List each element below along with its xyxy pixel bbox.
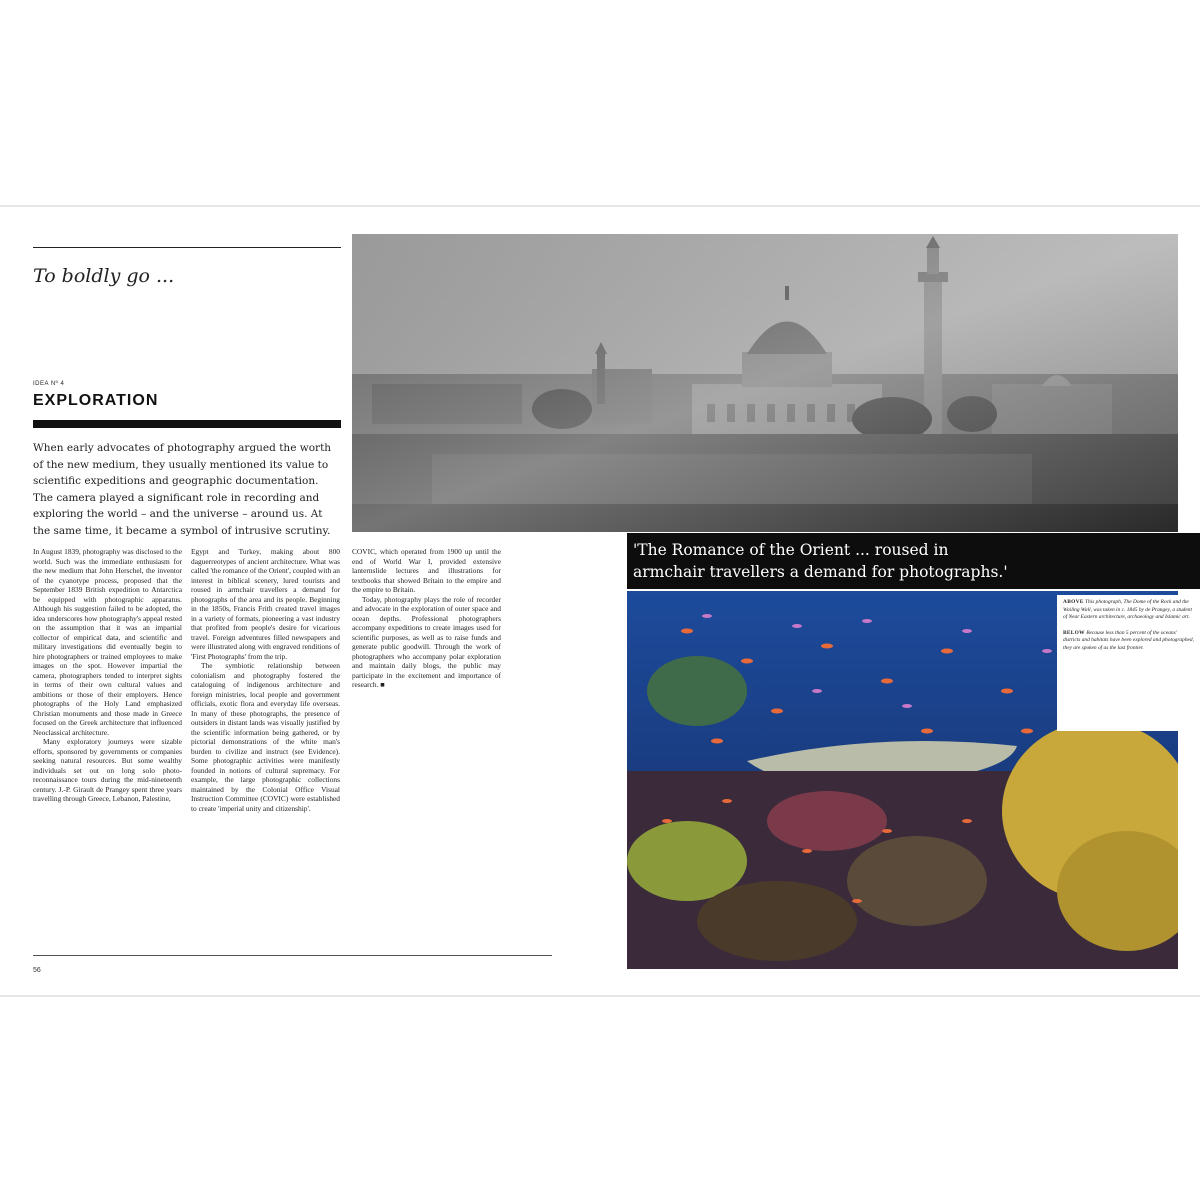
- body-column-2: [191, 547, 340, 813]
- dome-of-the-rock-photo: [352, 234, 1178, 532]
- top-rule: [33, 247, 341, 248]
- kicker: To boldly go ...: [33, 265, 175, 287]
- body-paragraph: Today, photography plays the role of recorder and advocate in the exploration of outer space and ocean depths. Professional photographers accompany expeditions to create images used for scientific purposes, as well as to raise funds and generate public goodwill. Through the work of photographers who accompany polar exploration and maintain daily blogs, the public may participate in the excitement and importance of research. ■: [352, 594, 501, 689]
- caption-below-label: BELOW: [1063, 629, 1085, 636]
- caption-above: [1063, 599, 1194, 622]
- body-paragraph: COVIC, which operated from 1900 up until the end of World War I, provided extensive lanternslide lectures and illustrations for textbooks that showed Britain to the empire and the empire to Britain.: [352, 547, 501, 594]
- page-number: 56: [33, 967, 41, 974]
- caption-above-text: This photograph, The Dome of the Rock and the Wailing Wall, was taken in c. 1845 by de Prangey, a student of Near Eastern architecture, archaeology and Islamic art.: [1063, 599, 1192, 621]
- idea-label: IDEA Nº 4: [33, 381, 65, 387]
- bottom-rule: [33, 955, 552, 956]
- heading-bar: [33, 420, 341, 428]
- section-heading: EXPLORATION: [33, 392, 159, 409]
- body-paragraph: The symbiotic relationship between colonialism and photography fostered the cataloguing of indigenous architecture and foreign ministries, local people and government officials, exotic flora and everyday life overseas. In many of these photographs, the presence of outsiders in distant lands was visually justified by the scientific information being gathered, or by pictorial demonstrations of the white man's burden to civilize and instruct (see Evidence). Some photographic activities were manifestly founded in notions of cultural supremacy. For example, the large photographic collections maintained by the Colonial Office Visual Instruction Committee (COVIC) were established to create 'imperial unity and citizenship'.: [191, 661, 340, 813]
- book-spread: [0, 205, 1200, 997]
- caption-below: [1063, 630, 1194, 653]
- pull-quote-line-2: armchair travellers a demand for photographs.': [633, 563, 1008, 581]
- dome-photo-illustration: [352, 234, 1178, 532]
- body-paragraph: Egypt and Turkey, making about 800 daguerreotypes of ancient architecture. What was called 'the romance of the Orient', coupled with an interest in biblical scenery, lured tourists and roused in armchair travellers a demand for photographs of the area and its people. Beginning in the 1850s, Francis Frith created travel images in a variety of formats, pioneering a vast industry that profited from people's desire for vicarious travel. Foreign adventures filled newspapers and were illustrated along with engraved renditions of 'First Photographs' from the trip.: [191, 547, 340, 661]
- caption-above-label: ABOVE: [1063, 599, 1084, 605]
- intro-paragraph: When early advocates of photography argued the worth of the new medium, they usually mentioned its value to scientific expeditions and geographic documentation. The camera played a significant role in recording and exploring the world – and the universe – around us. At the same time, it became a symbol of intrusive scrutiny.: [33, 442, 332, 537]
- body-paragraph: Many exploratory journeys were sizable efforts, sponsored by governments or companies seeking natural resources. But some wealthy individuals set out on long solo photo-reconnaissance tours during the mid-nineteenth century. J.-P. Girault de Prangey spent three years travelling through Greece, Lebanon, Palestine,: [33, 737, 182, 803]
- pull-quote-line-1: 'The Romance of the Orient ... roused in: [633, 541, 949, 559]
- body-paragraph: In August 1839, photography was disclosed to the world. Such was the immediate enthusiasm for the new medium that John Herschel, the inventor of the cyanotype process, proposed that the September 1839 British expedition to Antarctica be equipped with photographic apparatus. Although his suggestion failed to be adopted, the idea underscores how photography's appeal rested on the assumption that it was an impartial collector of empirical data, and scientific and military investigations did eventually begin to hire photographers or trained employees to make images on the spot. However impartial the camera, photographers tended to interpret sights in terms of their own cultural values and ambitions or those of their employers. Hence photographs of the Holy Land emphasized Christian monuments and those made in Greece focused on the Greek architecture that influenced Neoclassical architecture.: [33, 547, 182, 737]
- caption-below-text: Because less than 5 percent of the oceans' districts and habitats have been explored and photographed, they are spoken of as the last frontier.: [1063, 629, 1194, 651]
- body-column-1: [33, 547, 182, 804]
- photo-captions: [1057, 595, 1200, 731]
- body-column-3: [352, 547, 501, 690]
- pull-quote: [627, 533, 1200, 589]
